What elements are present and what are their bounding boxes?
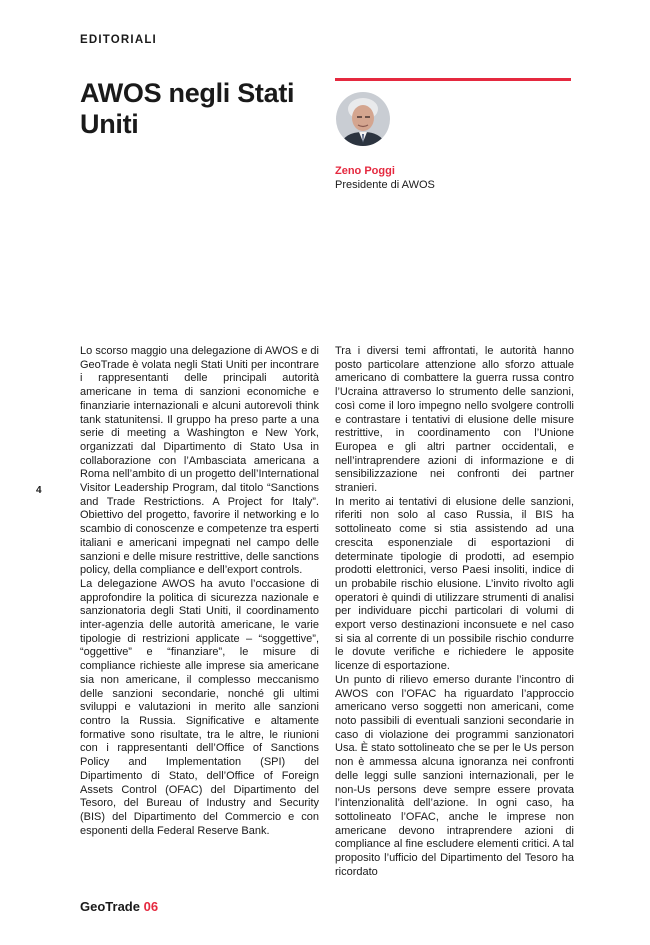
issue-number: 06 xyxy=(143,899,159,914)
paragraph: In merito ai tentativi di elusione delle sanzioni, riferiti non solo al caso Russia, il BIS ha sottolineato come si stia assistendo ad una crescita esponenziale di esportazioni di determinate tipologie di prodotti, ad esempio prodotti elettronici, verso Paesi insoliti, indice di un probabile rischio elusione. L’invito rivolto agli operatori è quindi di utilizzare strumenti di analisi per individuare picchi particolari di volumi di export verso destinazioni inconsuete e nel caso si sia al corrente di un possibile rischio condurre le dovute verifiche e richiedere le apposite licenze di esportazione. xyxy=(335,495,574,673)
author-avatar xyxy=(336,92,390,146)
paragraph: La delegazione AWOS ha avuto l’occasione di approfondire la politica di sicurezza nazionale e sanzionatoria degli Stati Uniti, il coordinamento inter-agenzia delle autorità americane, le varie tipologie di restrizioni applicate – “soggettive”, “oggettive” e “finanziare”, le misure di compliance richieste alle imprese sia americane sia non americane, il complesso meccanismo delle sanzioni secondarie, nonché gli ultimi sviluppi e valutazioni in merito alle sanzioni contro la Russia. Significative e altamente formative sono risultate, tra le altre, le riunioni con i rappresentanti dell’Office of Sanctions Policy and Implementation (SPI) del Dipartimento di Stato, dell’Office of Foreign Assets Control (OFAC) del Dipartimento del Tesoro, del Bureau of Industry and Security (BIS) del Dipartimento del Commercio e con esponenti della Federal Reserve Bank. xyxy=(80,577,319,837)
body-column-left xyxy=(80,345,319,838)
paragraph: Un punto di rilievo emerso durante l’incontro di AWOS con l’OFAC ha riguardato l’approccio americano verso soggetti non americani, come noto passibili di eventuali sanzioni secondarie in caso di violazione dei programmi sanzionatori Usa. È stato sottolineato che se per le Us person non è ammessa alcuna ignoranza nei confronti delle leggi sulle sanzioni internazionali, per le non-Us persons deve sempre essere provata l’intenzionalità dell’azione. In ogni caso, ha sottolineato l’OFAC, anche le imprese non americane devono intraprendere azioni di compliance al fine escludere elementi critici. A tal proposito l’ufficio del Dipartimento del Tesoro ha ricordato xyxy=(335,673,574,878)
author-role: Presidente di AWOS xyxy=(335,179,435,191)
page-number: 4 xyxy=(36,485,42,496)
paragraph: Lo scorso maggio una delegazione di AWOS e di GeoTrade è volata negli Stati Uniti per incontrare i rappresentanti delle principali autorità americane in tema di sanzioni economiche e finanziarie internazionali e alcuni autorevoli think tank statunitensi. Il gruppo ha preso parte a una serie di meeting a Washington e New York, organizzati dal Dipartimento di Stato Usa in collaborazione con l’Ambasciata americana a Roma nell’ambito di un progetto dell’International Visitor Leadership Program, dal titolo “Sanctions and Trade Restrictions. A Project for Italy”. Obiettivo del progetto, favorire il networking e lo scambio di conoscenze e competenze tra esperti italiani e americani impegnati nel campo delle sanzioni e delle misure restrittive, delle sanctions policy, della compliance e dell’export controls. xyxy=(80,345,319,577)
author-name: Zeno Poggi xyxy=(335,165,395,177)
accent-rule xyxy=(335,78,571,81)
paragraph: Tra i diversi temi affrontati, le autorità hanno posto particolare attenzione allo sforzo attuale americano di combattere la guerra russa contro l’Ucraina attraverso lo strumento delle sanzioni, così come il loro impegno nello svolgere controlli e contrastare i tentativi di elusione delle misure restrittive, in coordinamento con l’Unione Europea e gli altri partner occidentali, e nell’intraprendere azioni di informazione e di sensibilizzazione nei confronti dei partner stranieri. xyxy=(335,345,574,495)
author-portrait-icon xyxy=(336,92,390,146)
page-title: AWOS negli Stati Uniti xyxy=(80,78,295,139)
section-label: EDITORIALI xyxy=(80,34,157,46)
magazine-name: GeoTrade xyxy=(80,899,140,914)
body-column-right xyxy=(335,345,574,879)
footer-brand xyxy=(80,899,158,914)
